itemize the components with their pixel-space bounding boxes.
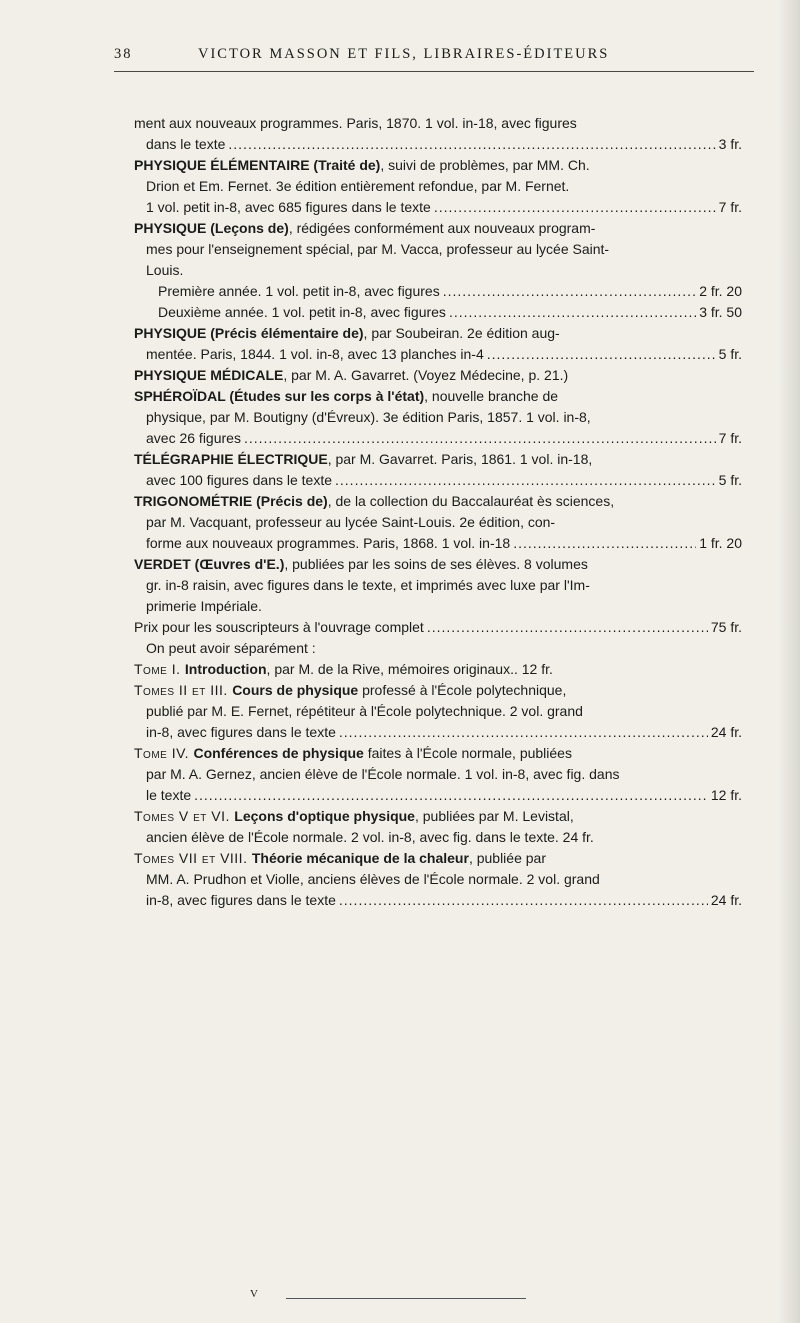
dot-leader	[244, 428, 716, 449]
separately-note: On peut avoir séparément :	[146, 640, 316, 656]
price: 5 fr.	[718, 346, 742, 362]
catalog-entry	[134, 449, 742, 491]
catalog-entry	[134, 323, 742, 365]
entry-text: , par M. Gavarret. Paris, 1861. 1 vol. in-18,	[327, 451, 593, 467]
catalog-entry	[134, 365, 742, 386]
entry-text: , par M. A. Gavarret. (Voyez Médecine, p. 21.)	[283, 367, 569, 383]
price-line	[134, 344, 742, 365]
tome-title: Introduction	[184, 661, 267, 677]
dot-leader	[434, 197, 716, 218]
tome-title: Théorie mécanique de la chaleur	[251, 850, 469, 866]
price-line	[134, 197, 742, 218]
price: 75 fr.	[710, 619, 742, 635]
catalog-content	[134, 113, 742, 911]
entry-text: , par Soubeiran. 2e édition aug-	[363, 325, 560, 341]
entry-heading: PHYSIQUE ÉLÉMENTAIRE (Traité de)	[134, 157, 381, 173]
price-line	[134, 281, 742, 302]
price: 12 fr.	[710, 787, 742, 803]
entry-text: faites à l'École normale, publiées	[363, 745, 572, 761]
catalog-entry	[134, 113, 742, 155]
price: 2 fr. 20	[699, 283, 742, 299]
entry-text: , rédigées conformément aux nouveaux program-	[288, 220, 596, 236]
catalog-entry	[134, 155, 742, 218]
page-number: 38	[114, 46, 133, 62]
price-line	[134, 134, 742, 155]
price-line	[134, 533, 742, 554]
entry-text: publié par M. E. Fernet, répétiteur à l'École polytechnique. 2 vol. grand	[146, 703, 583, 719]
entry-text: mes pour l'enseignement spécial, par M. Vacca, professeur au lycée Saint-	[146, 241, 610, 257]
price: 3 fr. 50	[699, 304, 742, 320]
dot-leader	[449, 302, 696, 323]
tome-label: Tomes VII et VIII.	[134, 850, 252, 866]
price: 3 fr.	[718, 136, 742, 152]
running-title: VICTOR MASSON ET FILS, LIBRAIRES-ÉDITEURS	[198, 46, 610, 62]
price: 7 fr.	[718, 199, 742, 215]
entry-text: par M. A. Gernez, ancien élève de l'École normale. 1 vol. in-8, avec fig. dans	[146, 766, 620, 782]
dot-leader	[339, 722, 708, 743]
page-edge-shadow	[778, 0, 800, 1323]
price: 7 fr.	[718, 430, 742, 446]
entry-heading: PHYSIQUE MÉDICALE	[134, 367, 284, 383]
tome-entry	[134, 680, 742, 743]
header-rule	[114, 71, 754, 72]
entry-text: ment aux nouveaux programmes. Paris, 1870. 1 vol. in-18, avec figures	[134, 115, 577, 131]
entry-text: Louis.	[146, 262, 184, 278]
price-line	[134, 785, 742, 806]
entry-text: gr. in-8 raisin, avec figures dans le texte, et imprimés avec luxe par l'Im-	[146, 577, 590, 593]
dot-leader	[339, 890, 708, 911]
entry-text: physique, par M. Boutigny (d'Évreux). 3e édition Paris, 1857. 1 vol. in-8,	[146, 409, 591, 425]
price-line-text: in-8, avec figures dans le texte	[146, 892, 336, 908]
tome-label: Tome IV.	[134, 745, 194, 761]
price-line-text: in-8, avec figures dans le texte	[146, 724, 336, 740]
entry-heading: TÉLÉGRAPHIE ÉLECTRIQUE	[134, 451, 328, 467]
entry-text: professé à l'École polytechnique,	[358, 682, 567, 698]
price: 24 fr.	[710, 724, 742, 740]
entry-text: Drion et Em. Fernet. 3e édition entièrement refondue, par M. Fernet.	[146, 178, 570, 194]
catalog-entry	[134, 218, 742, 323]
price: 1 fr. 20	[699, 535, 742, 551]
entry-text: MM. A. Prudhon et Violle, anciens élèves de l'École normale. 2 vol. grand	[146, 871, 600, 887]
entry-text: primerie Impériale.	[146, 598, 262, 614]
catalog-entry	[134, 491, 742, 554]
dot-leader	[513, 533, 696, 554]
entry-text: , nouvelle branche de	[424, 388, 559, 404]
entry-text: , de la collection du Baccalauréat ès sciences,	[327, 493, 615, 509]
entry-text: , publiées par M. Levistal,	[414, 808, 574, 824]
price: 24 fr.	[710, 892, 742, 908]
entry-text: , publiée par	[468, 850, 546, 866]
dot-leader	[228, 134, 715, 155]
signature-mark: V	[250, 1288, 258, 1300]
entry-text: ancien élève de l'École normale. 2 vol. in-8, avec fig. dans le texte. 24 fr.	[146, 829, 594, 845]
tome-label: Tomes V et VI.	[134, 808, 235, 824]
price-line-text: Première année. 1 vol. petit in-8, avec figures	[158, 283, 440, 299]
footer-rule	[286, 1298, 526, 1299]
price-line-text: 1 vol. petit in-8, avec 685 figures dans le texte	[146, 199, 431, 215]
price-line-text: avec 26 figures	[146, 430, 241, 446]
tome-label: Tomes II et III.	[134, 682, 233, 698]
price-line-text: Deuxième année. 1 vol. petit in-8, avec figures	[158, 304, 446, 320]
tome-entry	[134, 848, 742, 911]
price-line	[134, 302, 742, 323]
price-line	[134, 722, 742, 743]
price-line-text: Prix pour les souscripteurs à l'ouvrage complet	[134, 619, 424, 635]
tome-label: Tome I.	[134, 661, 185, 677]
price-line-text: le texte	[146, 787, 192, 803]
entry-text: , publiées par les soins de ses élèves. 8 volumes	[284, 556, 588, 572]
dot-leader	[427, 617, 708, 638]
entry-text: , par M. de la Rive, mémoires originaux.. 12 fr.	[266, 661, 553, 677]
entry-heading: SPHÉROÏDAL (Études sur les corps à l'état)	[134, 388, 425, 404]
price-line	[134, 890, 742, 911]
price-line-text: dans le texte	[146, 136, 226, 152]
entry-text: , suivi de problèmes, par MM. Ch.	[380, 157, 590, 173]
price: 5 fr.	[718, 472, 742, 488]
dot-leader	[443, 281, 696, 302]
entry-text: par M. Vacquant, professeur au lycée Saint-Louis. 2e édition, con-	[146, 514, 556, 530]
tome-entry	[134, 743, 742, 806]
dot-leader	[487, 344, 716, 365]
dot-leader	[335, 470, 716, 491]
entry-heading: PHYSIQUE (Leçons de)	[134, 220, 289, 236]
price-line-text: mentée. Paris, 1844. 1 vol. in-8, avec 13 planches in-4	[146, 346, 484, 362]
catalog-entry	[134, 386, 742, 449]
tome-entry	[134, 806, 742, 848]
tome-title: Leçons d'optique physique	[234, 808, 415, 824]
entry-heading: VERDET (Œuvres d'E.)	[134, 556, 285, 572]
tome-title: Conférences de physique	[193, 745, 364, 761]
tome-entry	[134, 659, 742, 680]
tome-title: Cours de physique	[232, 682, 359, 698]
price-line-text: forme aux nouveaux programmes. Paris, 1868. 1 vol. in-18	[146, 535, 511, 551]
subscription-price-line	[134, 617, 742, 638]
catalog-entry	[134, 554, 742, 617]
dot-leader	[194, 785, 708, 806]
price-line-text: avec 100 figures dans le texte	[146, 472, 333, 488]
price-line	[134, 470, 742, 491]
entry-heading: TRIGONOMÉTRIE (Précis de)	[134, 493, 328, 509]
entry-heading: PHYSIQUE (Précis élémentaire de)	[134, 325, 364, 341]
price-line	[134, 428, 742, 449]
